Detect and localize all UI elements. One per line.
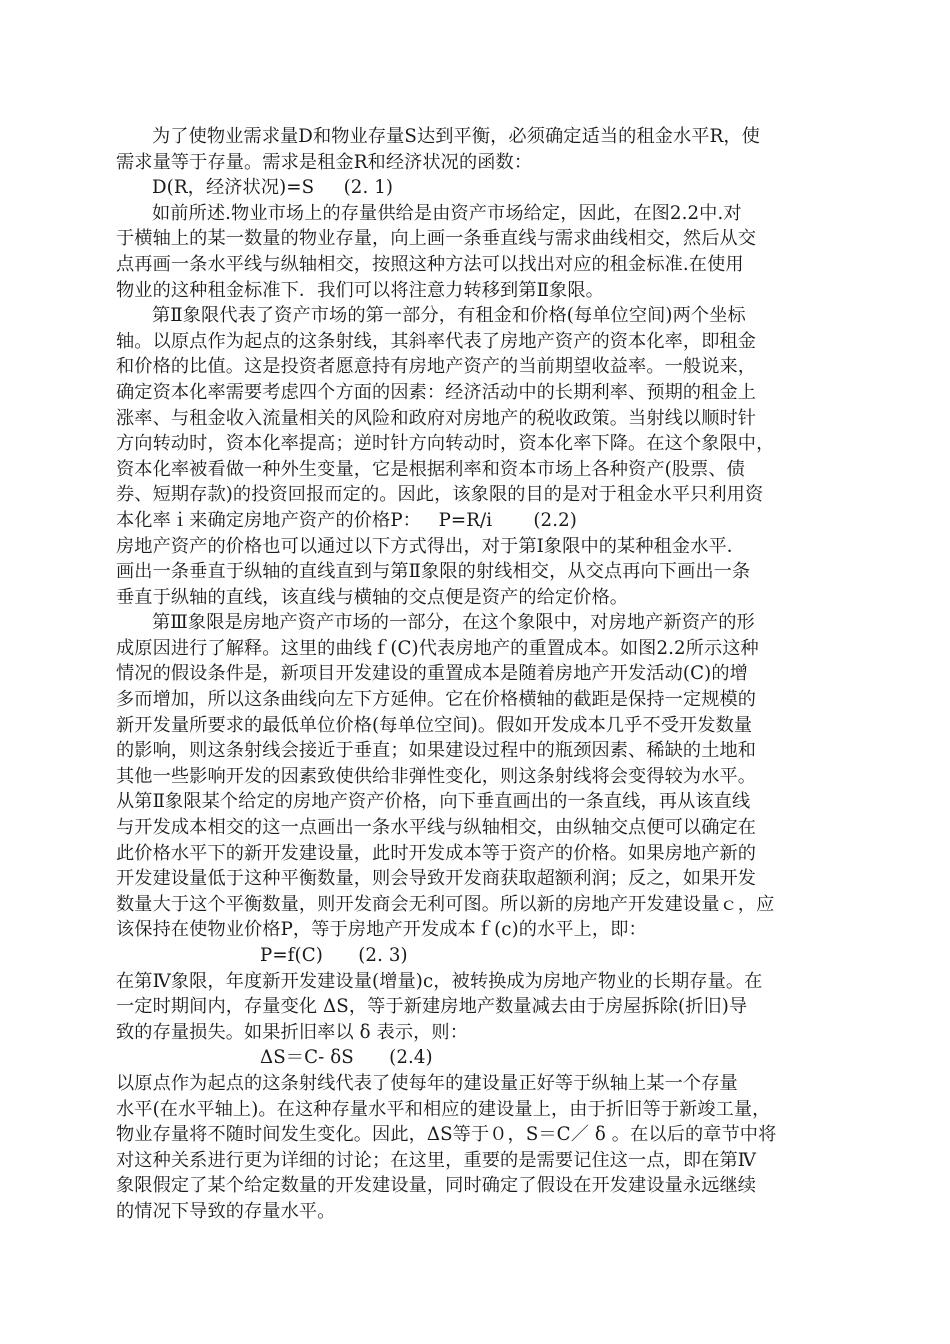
text-line: 房地产资产的价格也可以通过以下方式得出，对于第Ⅰ象限中的某种租金水平． [116, 535, 746, 557]
text-line: 资本化率被看做一种外生变量，它是根据利率和资本市场上各种资产(股票、债 [116, 458, 745, 480]
text-line: 数量大于这个平衡数量，则开发商会无利可图。所以新的房地产开发建设量ｃ，应 [116, 893, 775, 915]
text-line: 本化率ｉ来确定房地产资产的价格P： P=R/i (2.2) [116, 509, 577, 531]
text-line: 该保持在使物业价格P，等于房地产开发成本ｆ(c)的水平上，即： [116, 919, 647, 941]
text-line: 水平(在水平轴上)。在这种存量水平和相应的建设量上，由于折旧等于新竣工量， [116, 1098, 771, 1120]
text-line: 对这种关系进行更为详细的讨论；在这里，重要的是需要记住这一点，即在第Ⅳ [116, 1149, 757, 1171]
text-line: 点再画一条水平线与纵轴相交，按照这种方法可以找出对应的租金标准.在使用 [116, 253, 744, 275]
text-line: 开发建设量低于这种平衡数量，则会导致开发商获取超额利润；反之，如果开发 [116, 868, 757, 890]
text-line: 第Ⅱ象限代表了资产市场的第一部分，有租金和价格(每单位空间)两个坐标 [152, 305, 746, 327]
text-line: 以原点作为起点的这条射线代表了使每年的建设量正好等于纵轴上某一个存量 [116, 1072, 738, 1094]
text-line: 与开发成本相交的这一点画出一条水平线与纵轴相交，由纵轴交点便可以确定在 [116, 817, 757, 839]
text-line: 于横轴上的某一数量的物业存量，向上画一条垂直线与需求曲线相交，然后从交 [116, 228, 757, 250]
text-line: 在第Ⅳ象限，年度新开发建设量(增量)c，被转换成为房地产物业的长期存量。在 [116, 970, 763, 992]
text-line: 需求量等于存量。需求是租金R和经济状况的函数： [116, 151, 533, 173]
text-line: 情况的假设条件是，新项目开发建设的重置成本是随着房地产开发活动(C)的增 [116, 663, 748, 685]
text-line: 物业存量将不随时间发生变化。因此，ΔS等于０，S＝C／ δ 。在以后的章节中将 [116, 1124, 777, 1146]
text-line: 物业的这种租金标准下．我们可以将注意力转移到第Ⅱ象限。 [116, 279, 604, 301]
text-line: 第Ⅲ象限是房地产资产市场的一部分，在这个象限中，对房地产新资产的形 [152, 612, 755, 634]
text-line: 如前所述.物业市场上的存量供给是由资产市场给定，因此，在图2.2中.对 [152, 202, 742, 224]
text-line: 券、短期存款)的投资回报而定的。因此，该象限的目的是对于租金水平只利用资 [116, 484, 764, 506]
text-line: 的影响，则这条射线会接近于垂直；如果建设过程中的瓶颈因素、稀缺的土地和 [116, 740, 757, 762]
text-line: 从第Ⅱ象限某个给定的房地产资产价格，向下垂直画出的一条直线，再从该直线 [116, 791, 751, 813]
text-line: 此价格水平下的新开发建设量，此时开发成本等于资产的价格。如果房地产新的 [116, 842, 757, 864]
text-line: 的情况下导致的存量水平。 [116, 1200, 336, 1222]
equation-line: ΔS＝C- δS (2.4) [260, 1047, 433, 1069]
text-line: 象限假定了某个给定数量的开发建设量，同时确定了假设在开发建设量永远继续 [116, 1175, 757, 1197]
text-line: 其他一些影响开发的因素致使供给非弹性变化，则这条射线将会变得较为水平。 [116, 765, 757, 787]
text-line: 成原因进行了解释。这里的曲线ｆ(C)代表房地产的重置成本。如图2.2所示这种 [116, 637, 759, 659]
text-line: 轴。以原点作为起点的这条射线，其斜率代表了房地产资产的资本化率，即租金 [116, 330, 757, 352]
text-line: 垂直于纵轴的直线，该直线与横轴的交点便是资产的给定价格。 [116, 586, 629, 608]
equation-line: P=f(C) (2. 3) [260, 945, 408, 966]
text-line: 和价格的比值。这是投资者愿意持有房地产资产的当前期望收益率。一般说来， [116, 356, 757, 378]
document-body [116, 124, 816, 1225]
text-line: 画出一条垂直于纵轴的直线直到与第Ⅱ象限的射线相交，从交点再向下画出一条 [116, 561, 751, 583]
text-line: 致的存量损失。如果折旧率以 δ 表示，则： [116, 1021, 468, 1043]
text-line: 方向转动时，资本化率提高；逆时针方向转动时，资本化率下降。在这个象限中， [116, 433, 775, 455]
text-line: 新开发量所要求的最低单位价格(每单位空间)。假如开发成本几乎不受开发数量 [116, 714, 753, 736]
equation-line: D(R，经济状况)=S (2. 1) [152, 177, 394, 199]
text-line: 确定资本化率需要考虑四个方面的因素：经济活动中的长期利率、预期的租金上 [116, 381, 757, 403]
text-line: 多而增加，所以这条曲线向左下方延伸。它在价格横轴的截距是保持一定规模的 [116, 689, 757, 711]
text-line: 涨率、与租金收入流量相关的风险和政府对房地产的税收政策。当射线以顺时针 [116, 407, 757, 429]
text-line: 一定时期间内，存量变化 ΔS，等于新建房地产数量减去由于房屋拆除(折旧)导 [116, 996, 748, 1018]
text-line: 为了使物业需求量D和物业存量S达到平衡，必须确定适当的租金水平R，使 [152, 126, 760, 147]
